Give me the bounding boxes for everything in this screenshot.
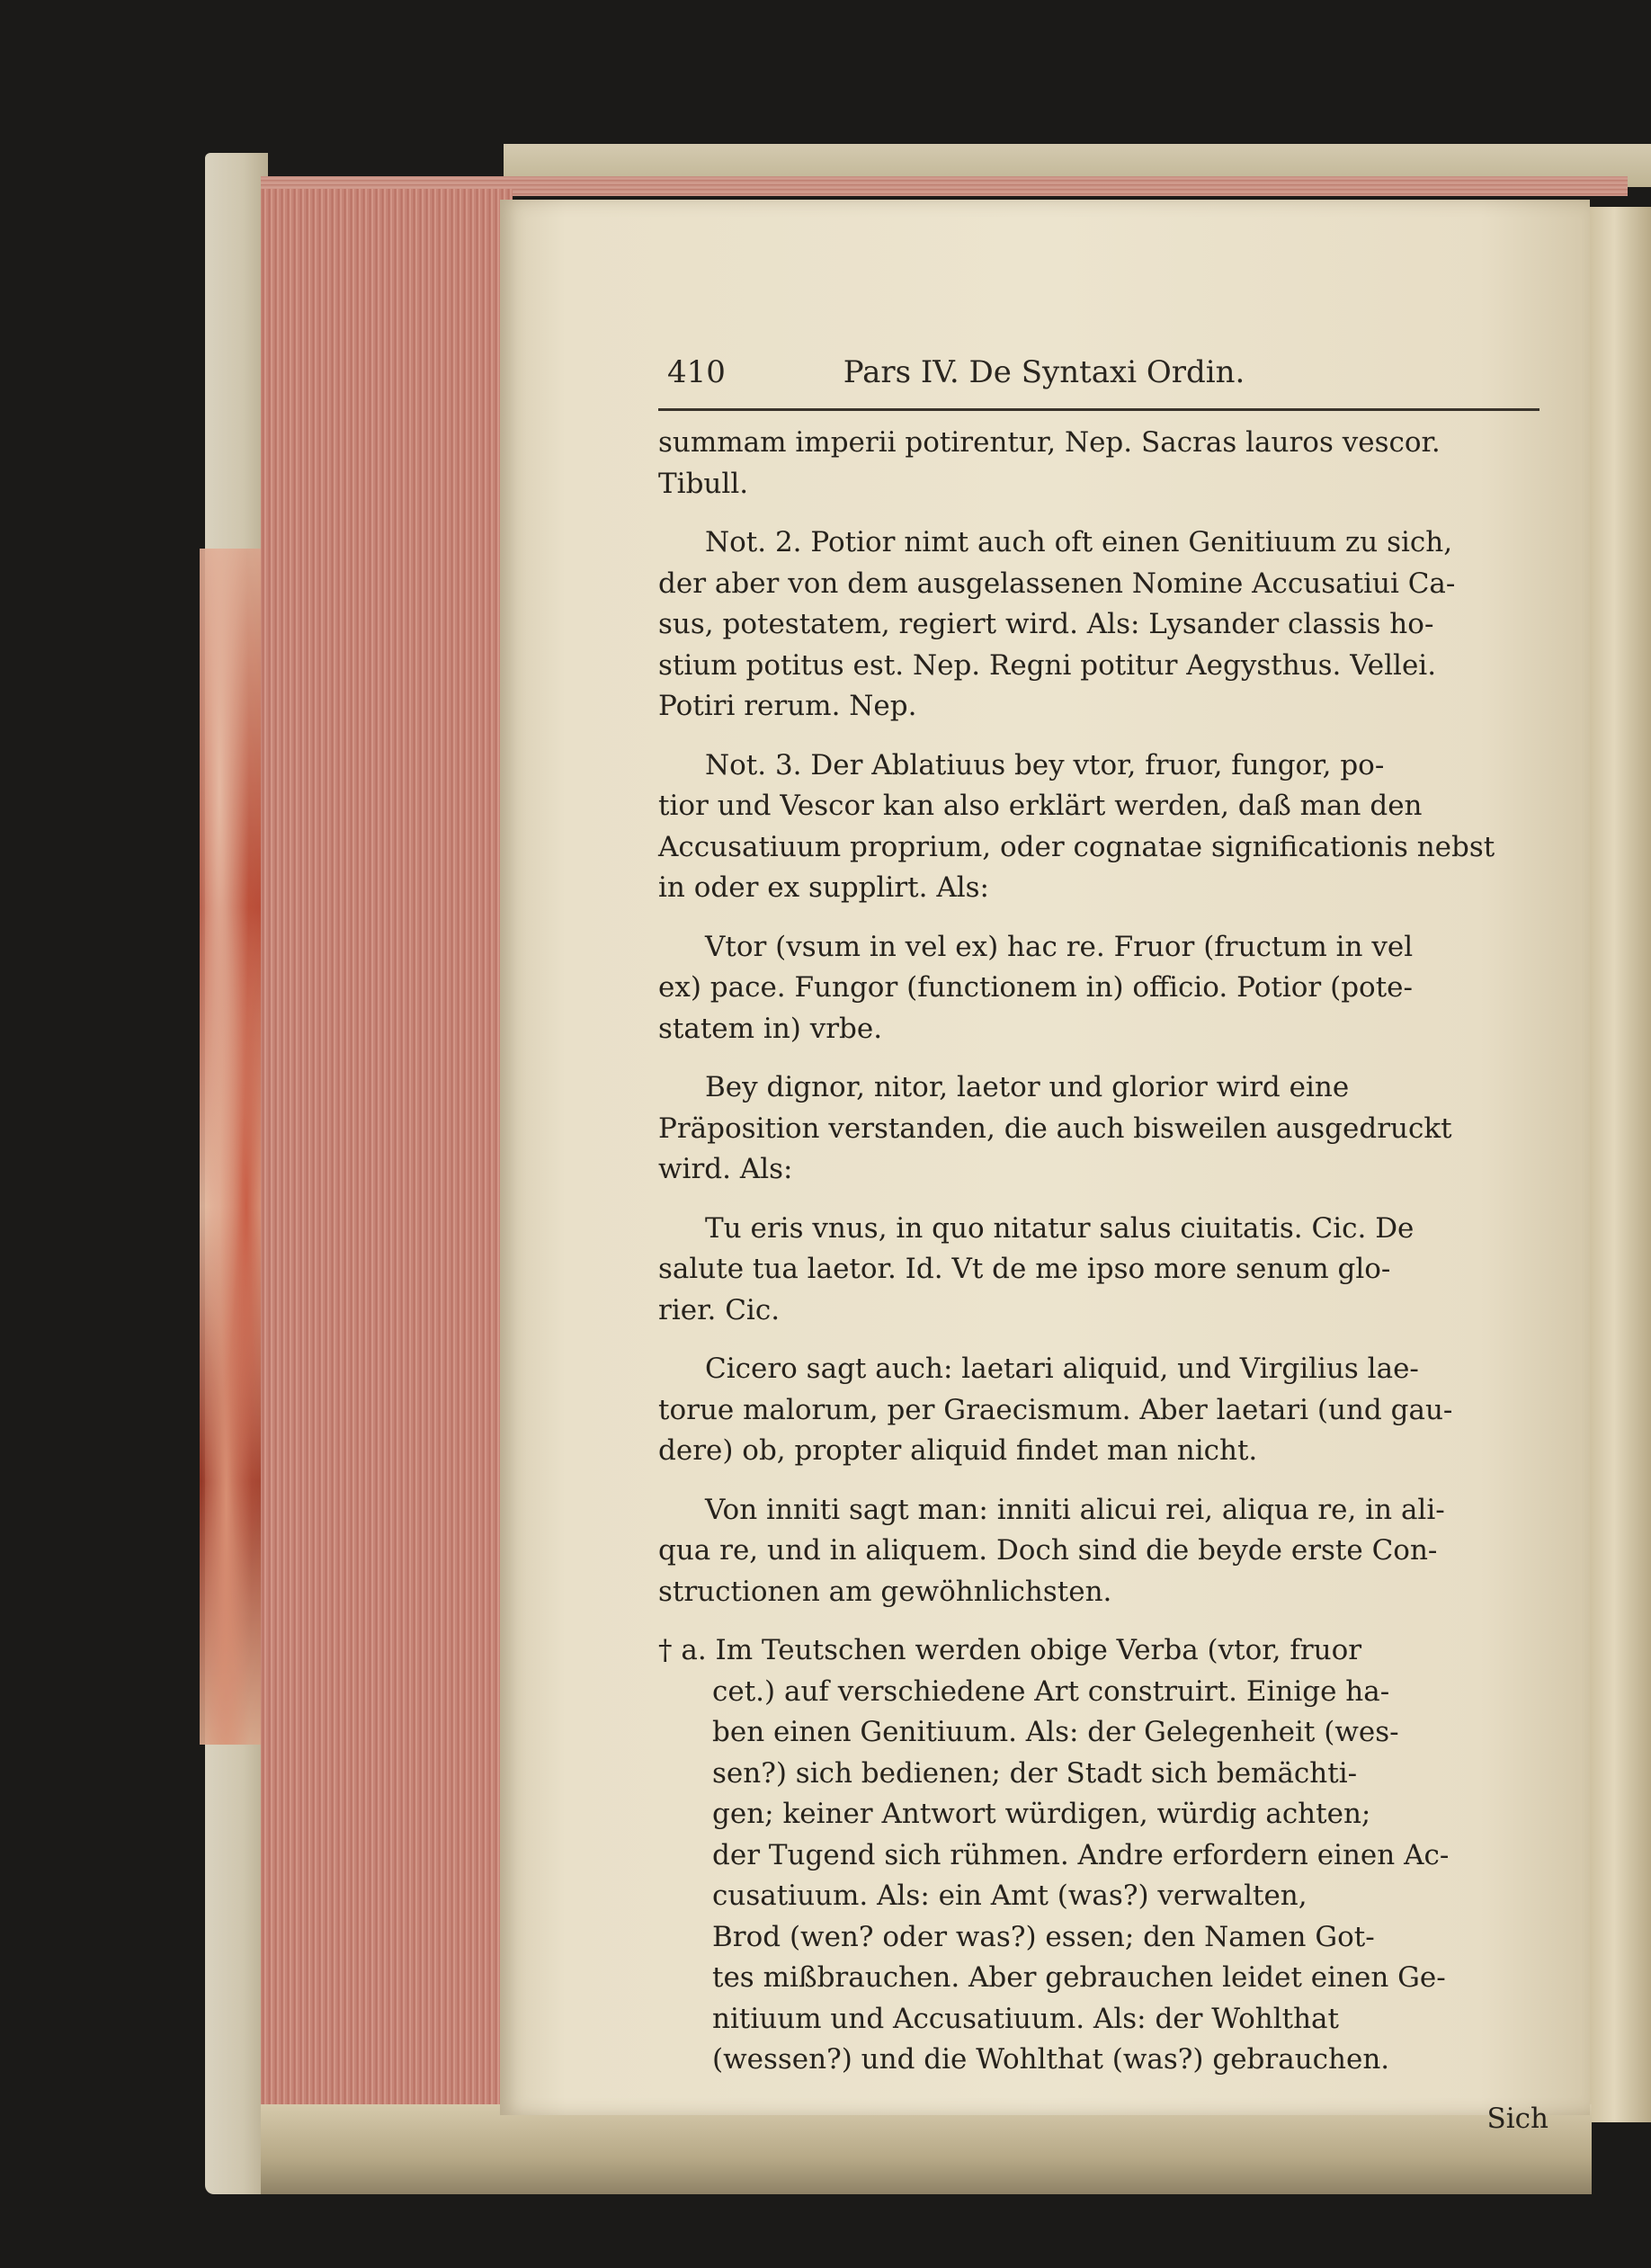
text-line: torue malorum, per Graecismum. Aber laetari (und gau- <box>658 1393 1453 1426</box>
text-line: Tu eris vnus, in quo nitatur salus ciuitatis. Cic. De <box>705 1211 1415 1245</box>
text-line: tes mißbrauchen. Aber gebrauchen leidet einen Ge- <box>712 1961 1446 1994</box>
text-line: Tibull. <box>658 467 749 500</box>
text-line: tior und Vescor kan also erklärt werden, daß man den <box>658 790 1423 822</box>
text-line: Von inniti sagt man: inniti alicui rei, aliqua re, in ali- <box>705 1493 1445 1526</box>
paragraph-note-3 <box>658 746 1557 909</box>
text-line: dere) ob, propter aliquid findet man nicht. <box>658 1434 1258 1467</box>
printed-page <box>500 200 1590 2135</box>
paragraph-examples-3 <box>658 927 1557 1050</box>
paragraph-continuation <box>658 423 1557 504</box>
text-line: summam imperii potirentur, Nep. Sacras lauros vescor. <box>658 426 1441 459</box>
page-edges-red <box>261 189 513 2122</box>
header-rule <box>658 408 1539 411</box>
text-line: Präposition verstanden, die auch bisweilen ausgedruckt <box>658 1112 1452 1145</box>
text-line: in oder ex supplirt. Als: <box>658 871 989 904</box>
text-line: structionen am gewöhnlichsten. <box>658 1575 1112 1608</box>
text-line: Cicero sagt auch: laetari aliquid, und Virgilius lae- <box>705 1353 1419 1385</box>
text-line: sen?) sich bedienen; der Stadt sich bemächti- <box>712 1756 1358 1790</box>
text-line: ben einen Genitiuum. Als: der Gelegenheit (wes- <box>712 1716 1399 1748</box>
text-line: cusatiuum. Als: ein Amt (was?) verwalten, <box>712 1880 1307 1912</box>
paragraph-examples-dignor <box>658 1209 1557 1332</box>
text-line: Accusatiuum proprium, oder cognatae significationis nebst <box>658 830 1495 863</box>
paragraph-dagger-a <box>658 1630 1557 2081</box>
marbled-endpaper <box>200 549 266 1745</box>
text-line: Not. 3. Der Ablatiuus bey vtor, fruor, fungor, po- <box>705 748 1385 781</box>
text-line: Potiri rerum. Nep. <box>658 690 917 722</box>
text-line: salute tua laetor. Id. Vt de me ipso more senum glo- <box>658 1253 1391 1285</box>
paragraph-inniti <box>658 1490 1557 1613</box>
text-line: † a. Im Teutschen werden obige Verba (vtor, fruor <box>658 1634 1362 1666</box>
text-line: qua re, und in aliquem. Doch sind die beyde erste Con- <box>658 1534 1438 1567</box>
text-line: (wessen?) und die Wohlthat (was?) gebrauchen. <box>712 2043 1390 2076</box>
text-line: wird. Als: <box>658 1153 793 1185</box>
text-line: statem in) vrbe. <box>658 1012 883 1045</box>
running-head <box>667 354 1548 390</box>
facing-page-edge <box>1590 207 1651 2122</box>
running-title: Pars IV. De Syntaxi Ordin. <box>843 354 1245 390</box>
text-line: Bey dignor, nitor, laetor und glorior wird eine <box>705 1071 1350 1103</box>
paragraph-note-2 <box>658 522 1557 728</box>
text-line: rier. Cic. <box>658 1293 781 1326</box>
text-line: ex) pace. Fungor (functionem in) officio. Potior (pote- <box>658 971 1413 1004</box>
catchword: Sich <box>1486 2102 1548 2135</box>
text-line: der Tugend sich rühmen. Andre erfordern einen Ac- <box>712 1838 1450 1871</box>
text-line: Brod (wen? oder was?) essen; den Namen Got- <box>712 1920 1375 1953</box>
text-line: sus, potestatem, regiert wird. Als: Lysander classis ho- <box>658 608 1434 640</box>
text-line: nitiuum und Accusatiuum. Als: der Wohlthat <box>712 2002 1339 2035</box>
paragraph-cicero <box>658 1349 1557 1472</box>
text-line: Not. 2. Potior nimt auch oft einen Genitiuum zu sich, <box>705 526 1453 558</box>
page-number: 410 <box>667 354 726 390</box>
text-line: der aber von dem ausgelassenen Nomine Accusatiui Ca- <box>658 567 1456 600</box>
body-text <box>658 423 1557 2139</box>
text-line: cet.) auf verschiedene Art construirt. Einige ha- <box>712 1674 1390 1708</box>
text-line: gen; keiner Antwort würdigen, würdig achten; <box>712 1798 1371 1830</box>
paragraph-dignor <box>658 1067 1557 1191</box>
text-line: stium potitus est. Nep. Regni potitur Aegysthus. Vellei. <box>658 648 1437 682</box>
text-line: Vtor (vsum in vel ex) hac re. Fruor (fructum in vel <box>705 930 1414 963</box>
